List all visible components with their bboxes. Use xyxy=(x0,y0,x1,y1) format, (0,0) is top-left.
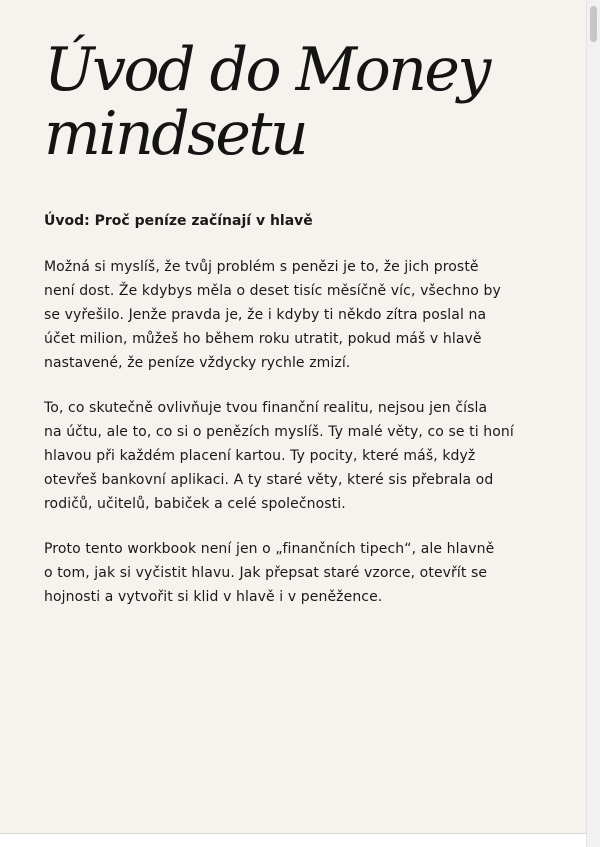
paragraph-intro xyxy=(44,255,544,375)
section-heading: Úvod: Proč peníze začínají v hlavě xyxy=(44,213,313,229)
text-line: na účtu, ale to, co si o penězích myslíš. Ty malé věty, co se ti honí xyxy=(44,424,514,440)
text-line: není dost. Že kdybys měla o deset tisíc měsíčně víc, všechno by xyxy=(44,283,501,299)
text-line: rodičů, učitelů, babiček a celé společnosti. xyxy=(44,496,346,512)
vertical-scrollbar[interactable] xyxy=(586,0,600,847)
text-line: To, co skutečně ovlivňuje tvou finanční realitu, nejsou jen čísla xyxy=(44,400,488,416)
page-title xyxy=(44,35,564,169)
text-line: o tom, jak si vyčistit hlavu. Jak přepsat staré vzorce, otevřít se xyxy=(44,565,488,581)
scrollbar-thumb[interactable] xyxy=(590,6,597,42)
text-line: nastavené, že peníze vždycky rychle zmizí. xyxy=(44,355,351,371)
text-line: otevřeš bankovní aplikaci. A ty staré věty, které sis přebrala od xyxy=(44,472,494,488)
text-line: hlavou při každém placení kartou. Ty pocity, které máš, když xyxy=(44,448,476,464)
text-line: Možná si myslíš, že tvůj problém s penězi je to, že jich prostě xyxy=(44,259,479,275)
paragraph-reality xyxy=(44,396,544,516)
text-line: se vyřešilo. Jenže pravda je, že i kdyby ti někdo zítra poslal na xyxy=(44,307,487,323)
text-line: hojnosti a vytvořit si klid v hlavě i v peněžence. xyxy=(44,589,383,605)
text-line: Proto tento workbook není jen o „finančních tipech“, ale hlavně xyxy=(44,541,495,557)
title-line: mindsetu xyxy=(44,99,307,169)
text-line: účet milion, můžeš ho během roku utratit, pokud máš v hlavě xyxy=(44,331,482,347)
title-line: Úvod do Money xyxy=(44,35,489,105)
paragraph-workbook xyxy=(44,537,544,609)
